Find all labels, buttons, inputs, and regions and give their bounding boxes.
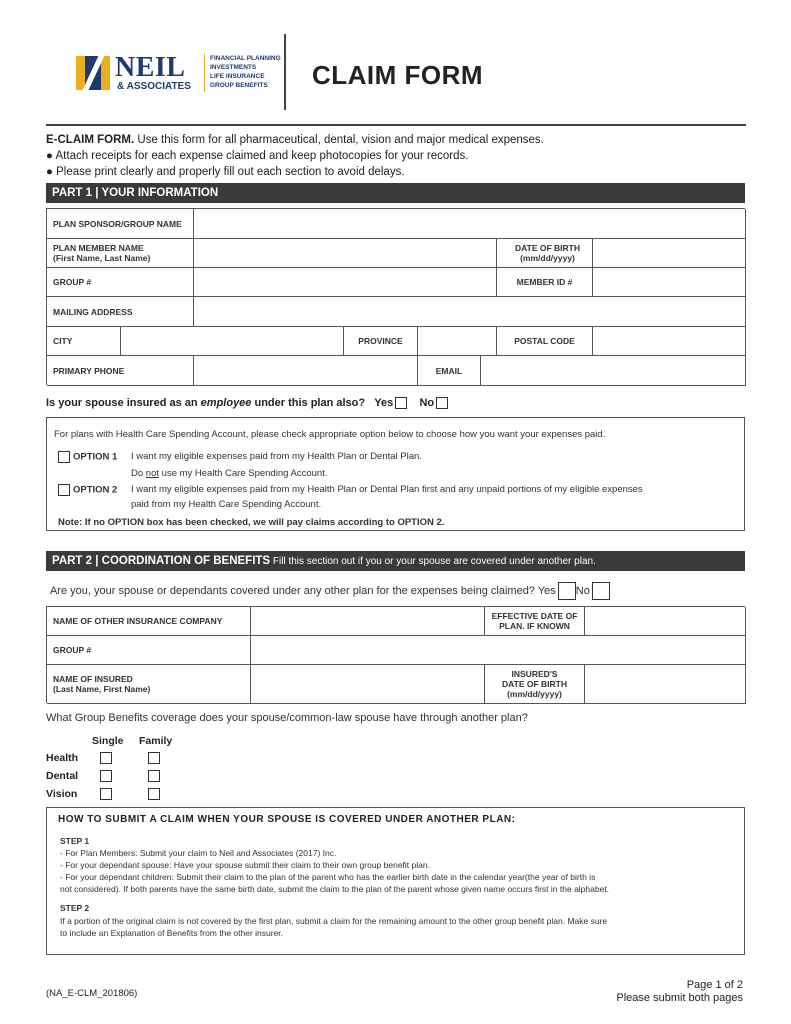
province-input[interactable] (418, 327, 497, 356)
company-logo (76, 52, 281, 94)
part2-header: PART 2 | COORDINATION OF BENEFITS Fill this section out if you or your spouse are covered under another plan. (46, 551, 745, 571)
vision-single-checkbox[interactable] (100, 788, 112, 800)
province-label: PROVINCE (344, 327, 418, 356)
logo-services: FINANCIAL PLANNING INVESTMENTS LIFE INSURANCE GROUP BENEFITS (210, 55, 281, 89)
insured-dob-input[interactable] (585, 665, 746, 704)
email-input[interactable] (481, 356, 746, 386)
city-input[interactable] (121, 327, 344, 356)
dental-family-checkbox[interactable] (148, 770, 160, 782)
option2-checkbox[interactable] (58, 484, 70, 496)
step1-line: - For your dependant children: Submit their claim to the plan of the parent who has the earlier birth date in the calendar year(the year of birth is (60, 872, 596, 882)
how-to-title: HOW TO SUBMIT A CLAIM WHEN YOUR SPOUSE IS COVERED UNDER ANOTHER PLAN: (58, 814, 516, 825)
page-indicator: Page 1 of 2 Please submit both pages (616, 979, 743, 1004)
dob-label: DATE OF BIRTH (mm/dd/yyyy) (497, 239, 593, 268)
city-label: CITY (47, 327, 121, 356)
other-plan-yes-checkbox[interactable] (558, 582, 576, 600)
other-plan-no-checkbox[interactable] (592, 582, 610, 600)
hcsa-note: Note: If no OPTION box has been checked, we will pay claims according to OPTION 2. (58, 517, 445, 528)
spouse-no-checkbox[interactable] (436, 397, 448, 409)
phone-input[interactable] (194, 356, 418, 386)
part1-table (46, 208, 745, 385)
member-id-label: MEMBER ID # (497, 268, 593, 297)
option1-label: OPTION 1 (73, 451, 118, 463)
part2-table (46, 606, 745, 703)
hcsa-intro: For plans with Health Care Spending Account, please check appropriate option below to choose how you want your expenses paid. (54, 429, 606, 440)
option2-line2: paid from my Health Care Spending Account. (131, 499, 322, 510)
mailing-label: MAILING ADDRESS (47, 297, 194, 327)
phone-label: PRIMARY PHONE (47, 356, 194, 386)
step2-line: to include an Explanation of Benefits from the other insurer. (60, 928, 284, 938)
dental-single-checkbox[interactable] (100, 770, 112, 782)
spouse-yes-checkbox[interactable] (395, 397, 407, 409)
hcsa-options-box (46, 417, 745, 531)
mailing-input[interactable] (194, 297, 746, 327)
how-to-box (46, 807, 745, 955)
part1-header: PART 1 | YOUR INFORMATION (46, 183, 745, 203)
health-single-checkbox[interactable] (100, 752, 112, 764)
step1-line: not considered). If both parents have the same birth date, submit the claim to the plan of the parent whose given name occurs first in the alphabet. (60, 884, 610, 894)
other-plan-question: Are you, your spouse or dependants covered under any other plan for the expenses being claimed? Yes No (50, 582, 610, 600)
option1-checkbox[interactable] (58, 451, 70, 463)
header-rule (46, 124, 746, 126)
vision-label: Vision (46, 788, 78, 800)
step1-line: - For Plan Members: Submit your claim to Neil and Associates (2017) Inc. (60, 848, 337, 858)
group-label: GROUP # (47, 268, 194, 297)
email-label: EMAIL (418, 356, 481, 386)
group-input[interactable] (194, 268, 497, 297)
logo-divider (204, 54, 205, 92)
header-divider (284, 34, 286, 110)
other-ins-label: NAME OF OTHER INSURANCE COMPANY (47, 607, 251, 636)
postal-label: POSTAL CODE (497, 327, 593, 356)
p2-group-input[interactable] (251, 636, 746, 665)
plan-sponsor-label: PLAN SPONSOR/GROUP NAME (47, 209, 194, 239)
page-title: CLAIM FORM (312, 60, 484, 90)
health-family-checkbox[interactable] (148, 752, 160, 764)
member-name-input[interactable] (194, 239, 497, 268)
logo-name: NEIL (115, 52, 186, 83)
logo-sub: & ASSOCIATES (117, 81, 191, 92)
option2-line1: I want my eligible expenses paid from my Health Plan or Dental Plan first and any unpaid portions of my eligible expenses (131, 484, 643, 495)
option2-label: OPTION 2 (73, 484, 118, 496)
dental-label: Dental (46, 770, 79, 782)
single-header: Single (92, 735, 124, 747)
health-label: Health (46, 752, 79, 764)
family-header: Family (139, 735, 173, 747)
step1-line: - For your dependant spouse: Have your spouse submit their claim to their own group benefit plan. (60, 860, 430, 870)
postal-input[interactable] (593, 327, 746, 356)
plan-sponsor-input[interactable] (194, 209, 746, 239)
insured-name-input[interactable] (251, 665, 485, 704)
p2-group-label: GROUP # (47, 636, 251, 665)
dob-input[interactable] (593, 239, 746, 268)
step1-label: STEP 1 (60, 836, 90, 846)
insured-dob-label: INSURED'S DATE OF BIRTH (mm/dd/yyyy) (485, 665, 585, 704)
vision-family-checkbox[interactable] (148, 788, 160, 800)
eff-date-label: EFFECTIVE DATE OF PLAN. IF KNOWN (485, 607, 585, 636)
option1-line2: Do not use my Health Care Spending Account. (131, 468, 328, 479)
logo-mark-icon (76, 56, 110, 90)
option1-line1: I want my eligible expenses paid from my Health Plan or Dental Plan. (131, 451, 422, 462)
member-name-label: PLAN MEMBER NAME (First Name, Last Name) (47, 239, 194, 268)
member-id-input[interactable] (593, 268, 746, 297)
insured-name-label: NAME OF INSURED (Last Name, First Name) (47, 665, 251, 704)
eff-date-input[interactable] (585, 607, 746, 636)
step2-line: If a portion of the original claim is not covered by the first plan, submit a claim for the remaining amount to the other group benefit plan. Make sure (60, 916, 608, 926)
intro-text: E-CLAIM FORM. Use this form for all pharmaceutical, dental, vision and major medical expenses. ● Attach receipts for each expense claimed and keep photocopies for your records. ● Please print clearly and properly fill out each section to avoid delays. (46, 134, 544, 178)
form-code: (NA_E-CLM_201806) (46, 988, 138, 999)
step2-label: STEP 2 (60, 903, 90, 913)
coverage-question: What Group Benefits coverage does your spouse/common-law spouse have through another plan? (46, 712, 528, 724)
other-ins-input[interactable] (251, 607, 485, 636)
spouse-question: Is your spouse insured as an employee under this plan also? Yes No (46, 397, 448, 409)
